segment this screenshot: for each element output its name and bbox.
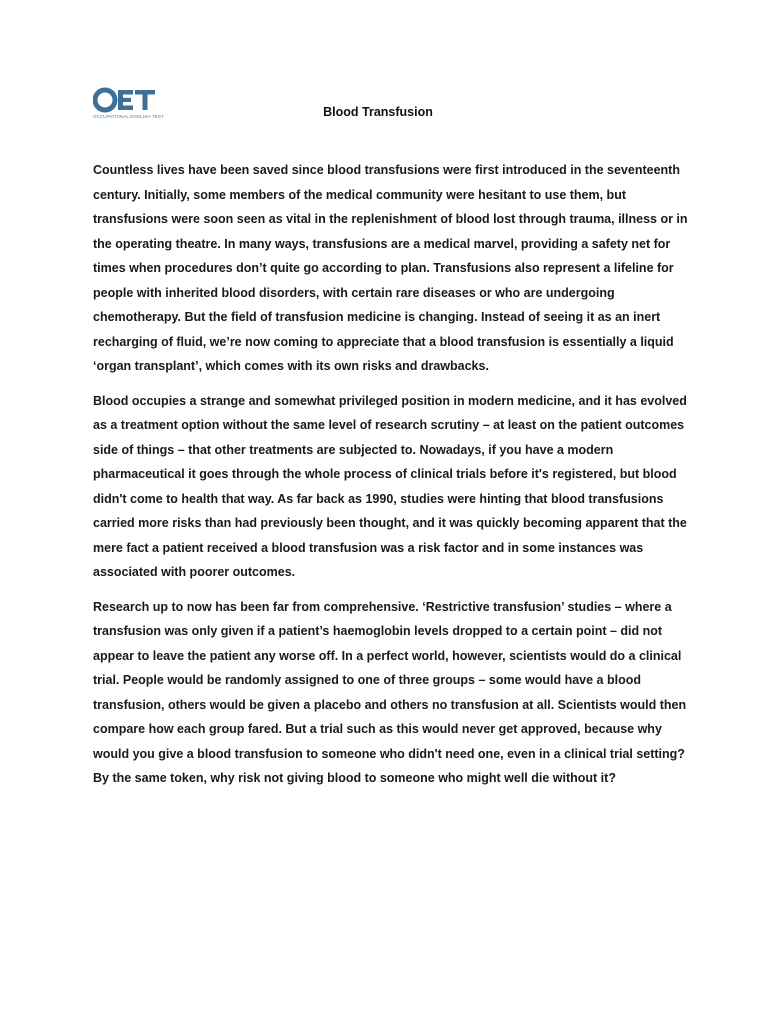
paragraph-line: ‘organ transplant’, which comes with its own risks and drawbacks. bbox=[93, 359, 489, 373]
paragraph-line: Research up to now has been far from comprehensive. ‘Restrictive transfusion’ studies – where a bbox=[93, 599, 672, 614]
paragraph bbox=[93, 595, 687, 791]
paragraph-line: carried more risks than had previously been thought, and it was quickly becoming apparent that the bbox=[93, 516, 687, 530]
paragraph-line: the operating theatre. In many ways, transfusions are a medical marvel, providing a safety net for bbox=[93, 236, 671, 251]
logo-subtext: OCCUPATIONAL ENGLISH TEST bbox=[93, 114, 164, 119]
paragraph-line: as a treatment option without the same level of research scrutiny – at least on the patient outcomes bbox=[93, 418, 685, 432]
paragraph-line: would you give a blood transfusion to someone who didn't need one, even in a clinical trial setting? bbox=[93, 746, 685, 761]
paragraph-line: mere fact a patient received a blood transfusion was a risk factor and in some instances was bbox=[93, 540, 644, 555]
paragraph-line: Countless lives have been saved since blood transfusions were first introduced in the seventeenth bbox=[93, 163, 680, 177]
paragraph-line: transfusions were soon seen as vital in the replenishment of blood lost through trauma, illness or in bbox=[93, 212, 688, 226]
paragraph-line: century. Initially, some members of the medical community were hesitant to use them, but bbox=[93, 187, 626, 202]
document-title: Blood Transfusion bbox=[323, 105, 433, 119]
paragraph-line: trial. People would be randomly assigned to one of three groups – some would have a blood bbox=[93, 673, 641, 687]
paragraph-line: By the same token, why risk not giving blood to someone who might well die without it? bbox=[93, 771, 616, 785]
paragraph bbox=[93, 158, 688, 379]
paragraph-line: transfusion was only given if a patient’s haemoglobin levels dropped to a certain point – did not bbox=[93, 624, 663, 638]
paragraph-line: side of things – that other treatments are subjected to. Nowadays, if you have a modern bbox=[93, 442, 614, 457]
paragraph-line: people with inherited blood disorders, with certain rare diseases or who are undergoing bbox=[93, 285, 615, 300]
paragraph-line: compare how each group fared. But a trial such as this would never get approved, because why bbox=[93, 722, 662, 736]
paragraph bbox=[93, 389, 687, 585]
paragraph-line: times when procedures don’t quite go according to plan. Transfusions also represent a lifeline for bbox=[93, 261, 674, 275]
paragraph-line: chemotherapy. But the field of transfusion medicine is changing. Instead of seeing it as an inert bbox=[93, 310, 661, 324]
paragraph-line: recharging of fluid, we’re now coming to appreciate that a blood transfusion is essentially a liquid bbox=[93, 334, 674, 349]
paragraph-line: associated with poorer outcomes. bbox=[93, 565, 296, 579]
document-body bbox=[93, 158, 688, 801]
paragraph-line: appear to leave the patient any worse off. In a perfect world, however, scientists would do a clinical bbox=[93, 648, 682, 663]
paragraph-line: transfusion, others would be given a placebo and others no transfusion at all. Scientists would then bbox=[93, 697, 687, 712]
paragraph-line: pharmaceutical it goes through the whole process of clinical trials before it's registered, but blood bbox=[93, 467, 677, 481]
paragraph-line: Blood occupies a strange and somewhat privileged position in modern medicine, and it has evolved bbox=[93, 393, 687, 408]
paragraph-line: didn't come to health that way. As far back as 1990, studies were hinting that blood transfusions bbox=[93, 491, 664, 506]
